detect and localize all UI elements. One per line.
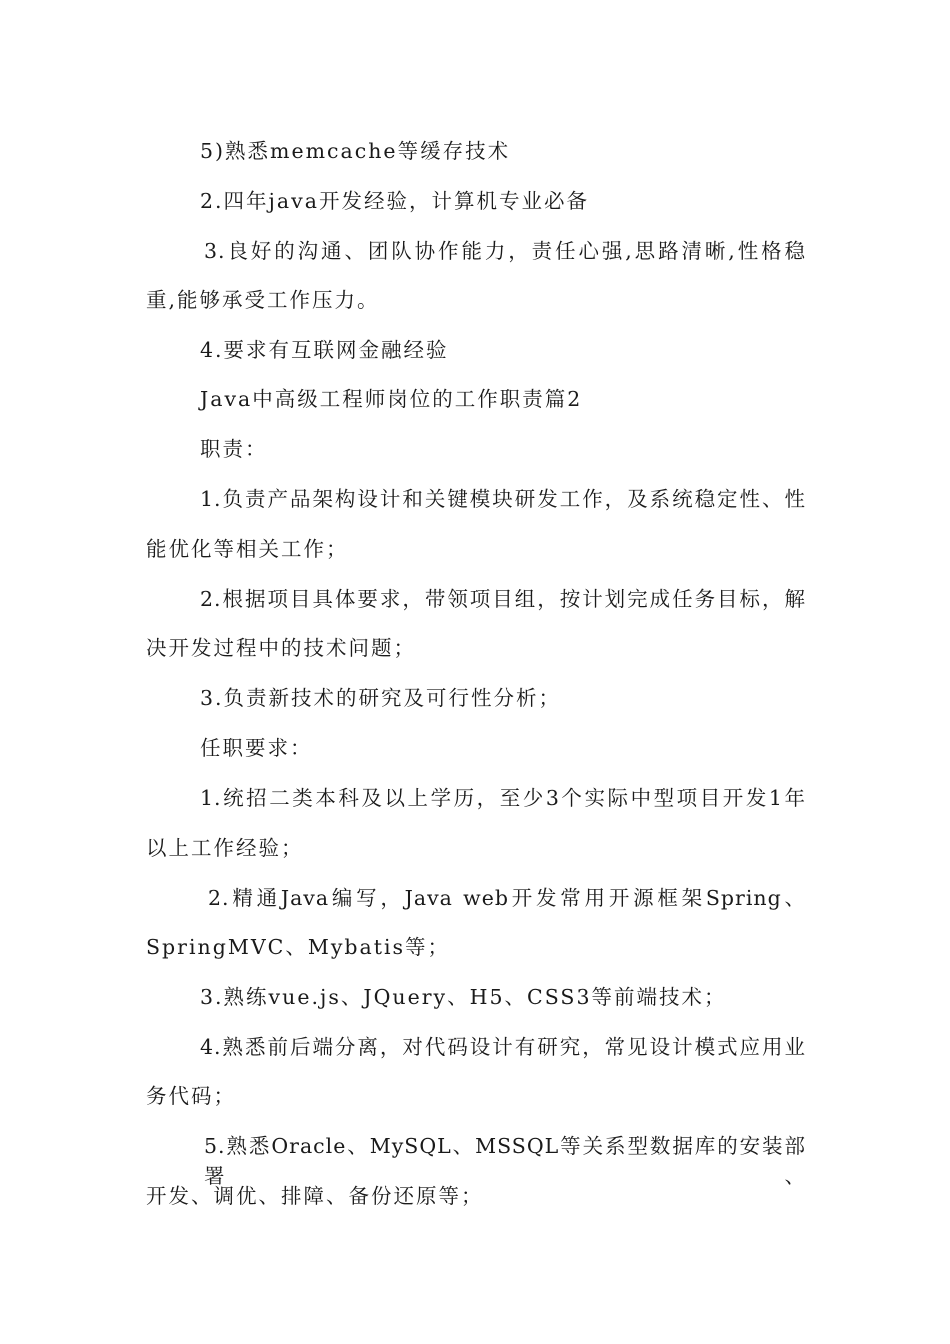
section-heading: Java中高级工程师岗位的工作职责篇2 [200,387,583,411]
text-line: 5)熟悉memcache等缓存技术 [200,139,511,163]
text-line: 3.良好的沟通、团队协作能力，责任心强,思路清晰,性格稳 [204,239,806,263]
text-line: 重,能够承受工作压力。 [146,288,380,312]
text-line: 决开发过程中的技术问题； [146,636,416,660]
text-line: 2.精通Java编写，Java web开发常用开源框架Spring、 [208,886,806,910]
text-line: 1.负责产品架构设计和关键模块研发工作，及系统稳定性、性 [200,487,806,511]
text-line: 开发、调优、排障、备份还原等； [146,1184,484,1208]
text-line: 能优化等相关工作； [146,537,349,561]
text-line: 3.熟练vue.js、JQuery、H5、CSS3等前端技术； [200,985,727,1009]
text-line: 3.负责新技术的研究及可行性分析； [200,686,562,710]
text-line: 2.根据项目具体要求，带领项目组，按计划完成任务目标，解 [200,587,806,611]
text-line: 4.熟悉前后端分离，对代码设计有研究，常见设计模式应用业 [200,1035,806,1059]
text-line: 5.熟悉Oracle、MySQL、MSSQL等关系型数据库的安装部署、 [204,1134,806,1188]
text-line: 任职要求： [200,736,313,760]
text-line: 2.四年java开发经验，计算机专业必备 [200,189,589,213]
text-line: 以上工作经验； [146,836,304,860]
text-line: 务代码； [146,1084,236,1108]
text-line: 4.要求有互联网金融经验 [200,338,449,362]
text-line: 1.统招二类本科及以上学历，至少3个实际中型项目开发1年 [200,786,806,810]
text-line: SpringMVC、Mybatis等； [146,935,451,959]
text-line: 职责： [200,437,268,461]
